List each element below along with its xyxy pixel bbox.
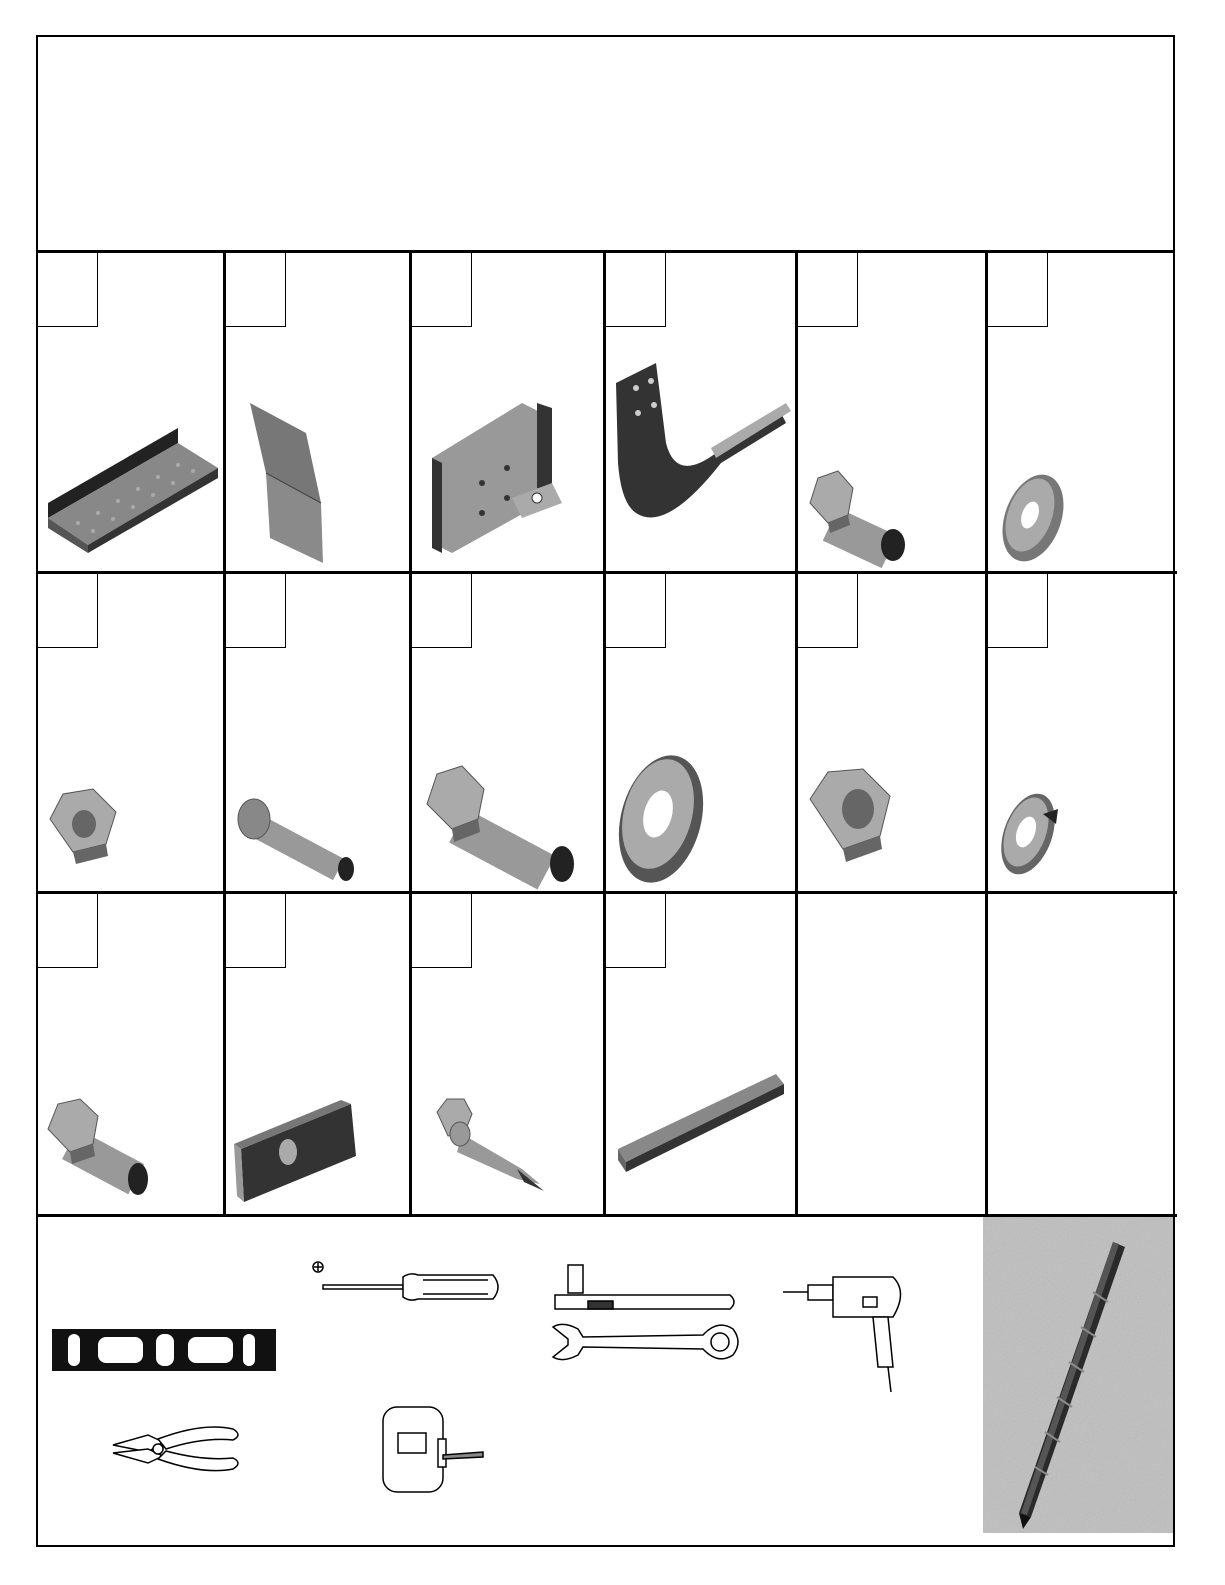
empty-part-cell bbox=[798, 894, 988, 1217]
hex-bolt-icon bbox=[798, 253, 988, 574]
part-cell bbox=[412, 253, 606, 574]
part-cell bbox=[606, 253, 798, 574]
part-cell bbox=[38, 574, 226, 894]
j-bracket-icon bbox=[606, 253, 798, 574]
tools-drawings bbox=[38, 1217, 988, 1547]
part-cell bbox=[38, 253, 226, 574]
socket-wrench-icon bbox=[555, 1265, 734, 1309]
part-cell bbox=[798, 253, 988, 574]
flat-bar-icon bbox=[606, 894, 798, 1217]
part-cell bbox=[412, 894, 606, 1217]
mounting-bracket-icon bbox=[412, 253, 606, 574]
parts-grid bbox=[38, 253, 1173, 1217]
part-cell bbox=[798, 574, 988, 894]
large-hex-nut-icon bbox=[798, 574, 988, 894]
tape-measure-icon bbox=[383, 1407, 483, 1492]
part-cell bbox=[38, 894, 226, 1217]
part-cell bbox=[412, 574, 606, 894]
hex-nut-icon bbox=[38, 574, 226, 894]
drill-bit-photo-icon bbox=[983, 1217, 1173, 1533]
bent-plate-icon bbox=[226, 253, 412, 574]
header-box bbox=[38, 37, 1173, 253]
part-cell bbox=[606, 894, 798, 1217]
perforated-channel-icon bbox=[38, 253, 226, 574]
part-cell bbox=[226, 574, 412, 894]
lock-washer-icon bbox=[988, 574, 1177, 894]
phillips-screwdriver-icon bbox=[313, 1262, 498, 1300]
part-cell bbox=[988, 253, 1177, 574]
empty-part-cell bbox=[988, 894, 1177, 1217]
part-cell bbox=[606, 574, 798, 894]
short-hex-bolt-icon bbox=[38, 894, 226, 1217]
part-cell bbox=[226, 253, 412, 574]
spacer-block-icon bbox=[226, 894, 412, 1217]
part-cell bbox=[226, 894, 412, 1217]
carriage-bolt-icon bbox=[226, 574, 412, 894]
combination-wrench-icon bbox=[553, 1324, 738, 1359]
parts-sheet bbox=[36, 35, 1175, 1547]
part-cell bbox=[988, 574, 1177, 894]
level-icon bbox=[52, 1329, 276, 1371]
large-hex-bolt-icon bbox=[412, 574, 606, 894]
flat-washer-icon bbox=[988, 253, 1177, 574]
large-flat-washer-icon bbox=[606, 574, 798, 894]
lag-screw-icon bbox=[412, 894, 606, 1217]
tools-section bbox=[38, 1217, 1173, 1547]
power-drill-icon bbox=[783, 1277, 901, 1392]
pliers-icon bbox=[113, 1427, 238, 1471]
